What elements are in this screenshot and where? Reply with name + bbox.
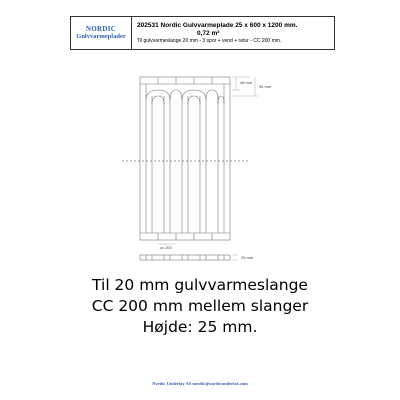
footer-contact: Nordic Underlay AS nordic@nordicunderlay.com (152, 381, 248, 386)
spec-caption (0, 275, 400, 338)
caption-cc-spacing: CC 200 mm mellem slanger (91, 297, 309, 315)
dim-96mm: 96 mm (259, 84, 272, 89)
product-line: 202531 Nordic Gulvvarmeplade 25 x 600 x 1200 mm. (137, 21, 298, 29)
product-area: 0,72 m² (197, 29, 220, 37)
caption-hose-size: Til 20 mm gulvvarmeslange (92, 276, 308, 294)
product-spec: Til gulvvarmeslange 20 mm - 3 spor + vend + retur - CC 200 mm. (137, 37, 282, 44)
top-stubs (158, 77, 212, 84)
return-bends (146, 90, 224, 104)
caption-height: Højde: 25 mm. (142, 318, 258, 336)
brand-name: NORDIC (85, 25, 117, 33)
dim-cc200: cc 200 (160, 245, 172, 250)
bottom-stubs (158, 233, 212, 240)
dim-48mm: 48 mm (240, 80, 253, 85)
plate-outline (140, 77, 230, 240)
dim-25mm: 25 mm (241, 255, 254, 260)
side-profile (140, 255, 230, 260)
groove-lines (146, 84, 224, 233)
brand-subtitle: Gulvvarmeplader (76, 33, 126, 40)
